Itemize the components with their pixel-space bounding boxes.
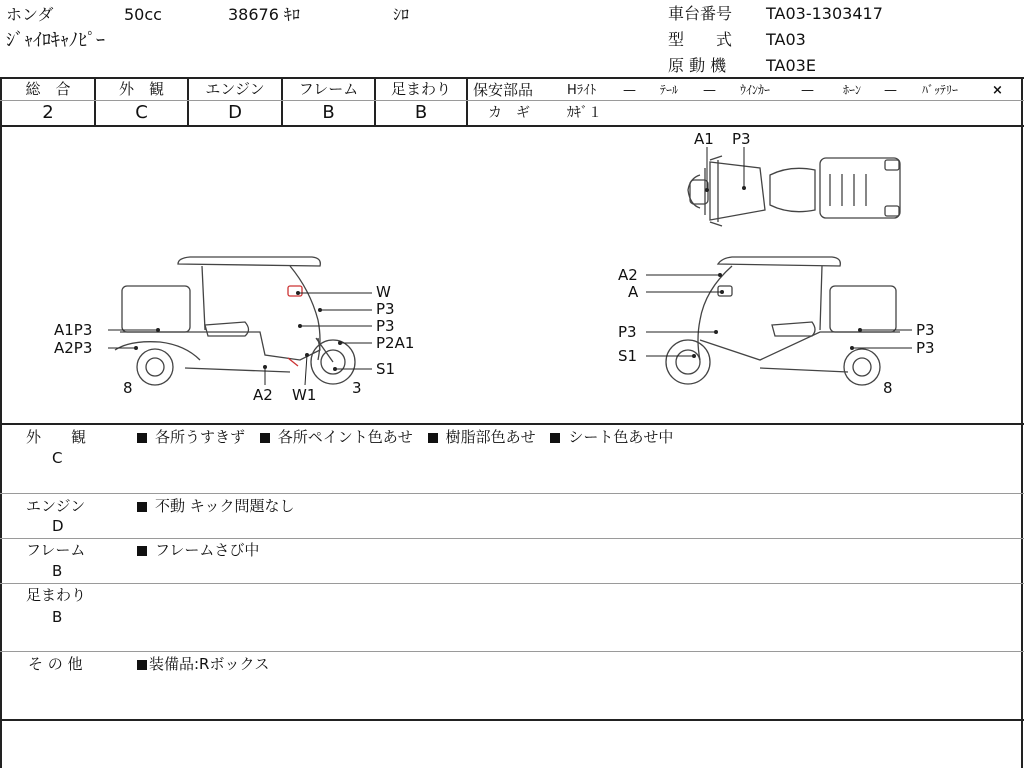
mark-right-a2: A2 xyxy=(618,266,638,284)
note-suspension-grade: B xyxy=(52,608,63,626)
bullet-icon xyxy=(428,433,438,443)
grade-engine-value: D xyxy=(228,102,242,123)
grade-frame-value: B xyxy=(322,102,335,123)
safety-winker-mark: — xyxy=(801,83,814,98)
engine-model-label: 原 動 機 xyxy=(668,56,727,75)
note-item: 不動 キック問題なし xyxy=(155,497,295,515)
grade-exterior-label: 外 観 xyxy=(118,80,164,98)
note-item: 各所うすきず xyxy=(155,428,246,446)
grade-overall-label: 総 合 xyxy=(25,80,71,98)
model-name: ｼﾞｬｲﾛｷｬﾉﾋﾟｰ xyxy=(6,30,105,51)
note-exterior-label: 外 観 xyxy=(26,428,87,446)
safety-horn-name: ﾎｰﾝ xyxy=(843,83,862,97)
scooter-top-view xyxy=(688,156,900,226)
divider xyxy=(0,100,1024,101)
note-other-items xyxy=(137,657,269,672)
grade-suspension-label: 足まわり xyxy=(390,80,451,98)
mark-left-w: W xyxy=(376,283,391,301)
note-engine-items xyxy=(137,499,294,514)
grade-engine-label: エンジン xyxy=(205,80,265,98)
note-suspension-label: 足まわり xyxy=(26,586,87,604)
mark-left-a2p3: A2P3 xyxy=(54,339,93,357)
divider xyxy=(0,77,1024,79)
divider xyxy=(0,493,1024,494)
mark-right-p3-body: P3 xyxy=(916,339,935,357)
displacement: 50cc xyxy=(124,5,162,24)
divider xyxy=(1021,77,1023,125)
bullet-icon xyxy=(137,660,147,670)
damage-diagram xyxy=(0,125,1024,423)
grade-suspension-value: B xyxy=(414,102,428,123)
mark-left-rear-tire: 8 xyxy=(123,379,133,397)
divider xyxy=(0,423,1024,425)
mark-right-a: A xyxy=(628,283,639,301)
mark-left-front-tire: 3 xyxy=(352,379,362,397)
note-other-label: そ の 他 xyxy=(28,655,83,673)
safety-headlight-mark: — xyxy=(623,83,636,98)
safety-headlight-name: Hﾗｲﾄ xyxy=(567,83,597,98)
mark-left-p3b: P3 xyxy=(376,317,395,335)
safety-taillight-name: ﾃｰﾙ xyxy=(660,83,679,97)
note-item: 樹脂部色あせ xyxy=(445,428,536,446)
safety-battery-mark: × xyxy=(992,83,1003,98)
scooter-right-view xyxy=(666,257,900,385)
note-frame-label: フレーム xyxy=(26,541,86,559)
mileage: 38676 ｷﾛ xyxy=(228,5,300,24)
engine-model-value: TA03E xyxy=(766,56,816,75)
note-exterior-items xyxy=(137,430,683,445)
mark-left-s1: S1 xyxy=(376,360,396,378)
frame-no-label: 車台番号 xyxy=(668,4,733,23)
scooter-left-view xyxy=(115,257,355,385)
safety-battery-name: ﾊﾞｯﾃﾘｰ xyxy=(922,83,959,97)
note-frame-items xyxy=(137,543,259,558)
note-item: 各所ペイント色あせ xyxy=(277,428,413,446)
bullet-icon xyxy=(260,433,270,443)
key-value: ｶｷﾞ１ xyxy=(567,105,602,121)
safety-horn-mark: — xyxy=(884,83,897,98)
mark-right-p3-box: P3 xyxy=(916,321,935,339)
mark-top-p3: P3 xyxy=(732,130,751,148)
grade-exterior-value: C xyxy=(135,102,148,123)
bullet-icon xyxy=(137,546,147,556)
bullet-icon xyxy=(137,433,147,443)
bullet-icon xyxy=(137,502,147,512)
mark-top-a1: A1 xyxy=(694,130,714,148)
mark-left-w1: W1 xyxy=(292,386,317,404)
body-color: ｼﾛ xyxy=(393,5,410,24)
mark-right-p3: P3 xyxy=(618,323,637,341)
note-frame-grade: B xyxy=(52,562,63,580)
bullet-icon xyxy=(550,433,560,443)
divider xyxy=(0,538,1024,539)
safety-winker-name: ｳｲﾝｶｰ xyxy=(740,83,771,97)
key-label: カ ギ xyxy=(488,105,530,121)
divider xyxy=(0,651,1024,652)
note-item: シート色あせ中 xyxy=(568,428,674,446)
mark-right-s1: S1 xyxy=(618,347,638,365)
divider xyxy=(466,77,468,125)
type-label: 型 式 xyxy=(668,30,733,49)
divider xyxy=(0,719,1024,721)
safety-parts-label: 保安部品 xyxy=(473,81,534,99)
note-engine-label: エンジン xyxy=(26,497,86,515)
divider xyxy=(0,583,1024,584)
mark-left-a2: A2 xyxy=(253,386,273,404)
note-engine-grade: D xyxy=(52,517,64,535)
maker: ホンダ xyxy=(6,5,54,24)
mark-right-rear-tire: 8 xyxy=(883,379,893,397)
note-item: フレームさび中 xyxy=(155,541,260,559)
grade-overall-value: 2 xyxy=(42,102,54,123)
grade-frame-label: フレーム xyxy=(298,80,359,98)
type-value: TA03 xyxy=(766,30,806,49)
note-exterior-grade: C xyxy=(52,449,63,467)
safety-taillight-mark: — xyxy=(703,83,716,98)
note-item: 装備品:Rボックス xyxy=(149,655,270,673)
mark-left-p3a: P3 xyxy=(376,300,395,318)
mark-left-a1p3: A1P3 xyxy=(54,321,93,339)
mark-left-p2a1: P2A1 xyxy=(376,334,415,352)
frame-no-value: TA03-1303417 xyxy=(766,4,883,23)
